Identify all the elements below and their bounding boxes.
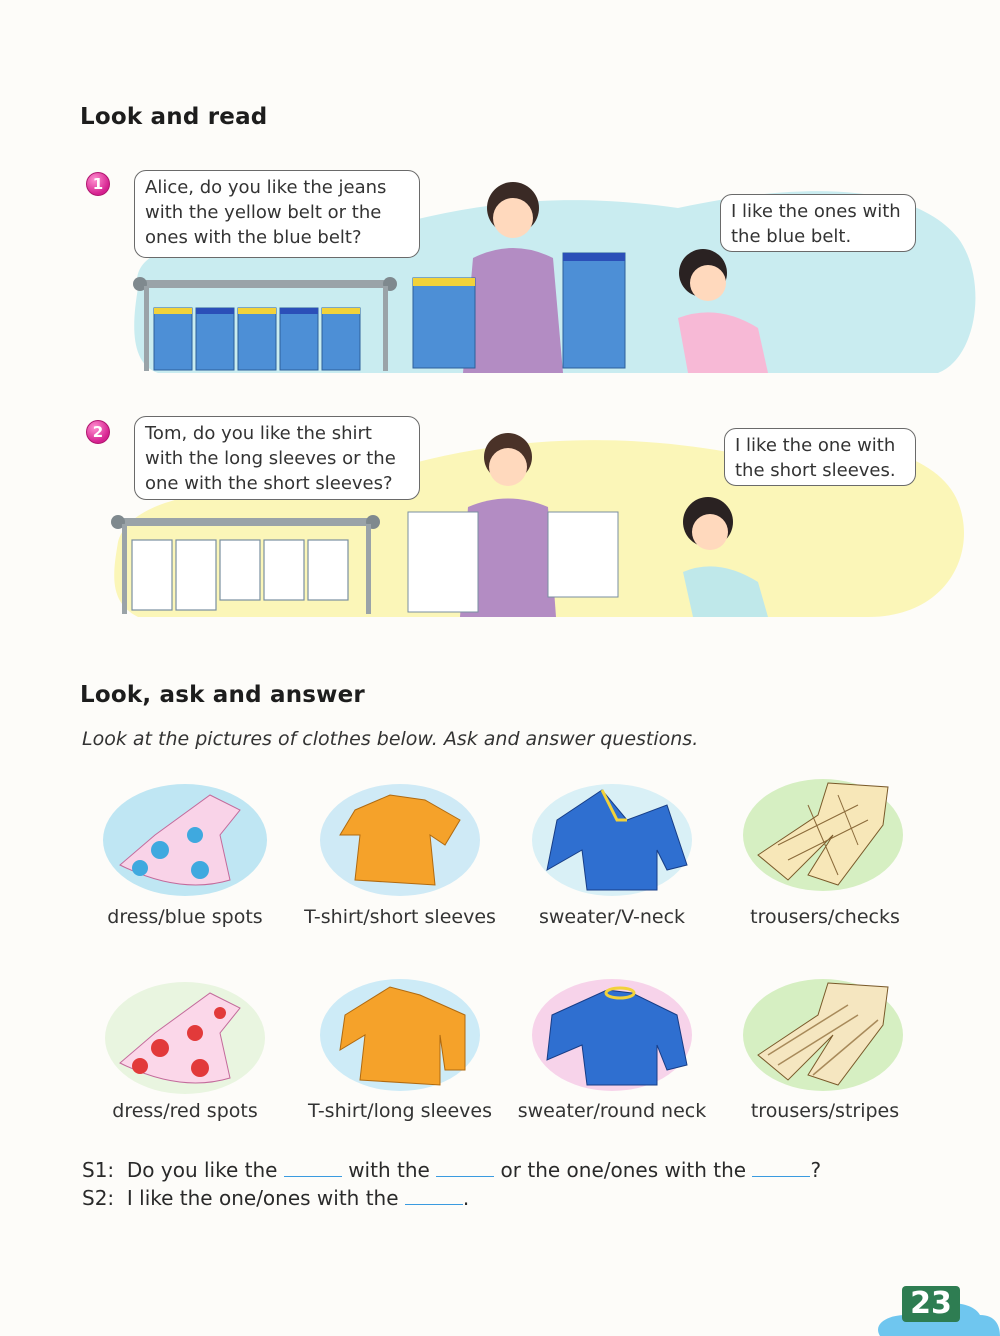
trousers-checks-icon: [738, 775, 908, 895]
scene-1: [78, 168, 1000, 378]
sweater-round-neck-icon: [527, 975, 697, 1095]
caption-trousers-stripes: trousers/stripes: [750, 1100, 900, 1122]
s1-text-2: with the: [348, 1158, 430, 1182]
blank-4: [405, 1186, 463, 1205]
caption-trousers-checks: trousers/checks: [750, 906, 900, 928]
blank-3: [752, 1158, 810, 1177]
blank-1: [284, 1158, 342, 1177]
tshirt-short-sleeves-icon: [315, 780, 485, 900]
s2-text-2: .: [462, 1186, 470, 1210]
s2-line: [82, 1186, 469, 1210]
s2-text-1: I like the one/ones with the: [126, 1186, 399, 1210]
s1-text-3: or the one/ones with the: [500, 1158, 747, 1182]
section2-heading: Look, ask and answer: [80, 682, 365, 708]
speech-bubble-question-1: Alice, do you like the jeans with the yellow belt or the ones with the blue belt?: [134, 170, 420, 258]
s1-text-4: ?: [810, 1158, 822, 1182]
s1-text-1: Do you like the: [126, 1158, 278, 1182]
speech-bubble-answer-1: I like the ones with the blue belt.: [720, 194, 916, 252]
page-number: 23: [902, 1286, 960, 1322]
caption-sweater-round-neck: sweater/round neck: [517, 1100, 707, 1122]
dress-red-spots-icon: [100, 978, 270, 1098]
tshirt-long-sleeves-icon: [315, 975, 485, 1095]
caption-sweater-v-neck: sweater/V-neck: [538, 906, 686, 928]
caption-tshirt-short-sleeves: T-shirt/short sleeves: [304, 906, 496, 928]
number-badge-1: 1: [86, 172, 110, 196]
speech-bubble-answer-2: I like the one with the short sleeves.: [724, 428, 916, 486]
blank-2: [436, 1158, 494, 1177]
caption-dress-blue-spots: dress/blue spots: [107, 906, 263, 928]
section1-heading: Look and read: [80, 104, 268, 130]
dress-blue-spots-icon: [100, 780, 270, 900]
s1-line: [82, 1158, 821, 1182]
scene-2: [78, 412, 1000, 622]
instruction-text: Look at the pictures of clothes below. Ask and answer questions.: [82, 728, 699, 750]
trousers-stripes-icon: [738, 975, 908, 1095]
sweater-v-neck-icon: [527, 780, 697, 900]
number-badge-2: 2: [86, 420, 110, 444]
s1-label: S1:: [82, 1158, 115, 1182]
speech-bubble-question-2: Tom, do you like the shirt with the long sleeves or the one with the short sleeves?: [134, 416, 420, 500]
caption-tshirt-long-sleeves: T-shirt/long sleeves: [307, 1100, 493, 1122]
s2-label: S2:: [82, 1186, 115, 1210]
caption-dress-red-spots: dress/red spots: [112, 1100, 258, 1122]
